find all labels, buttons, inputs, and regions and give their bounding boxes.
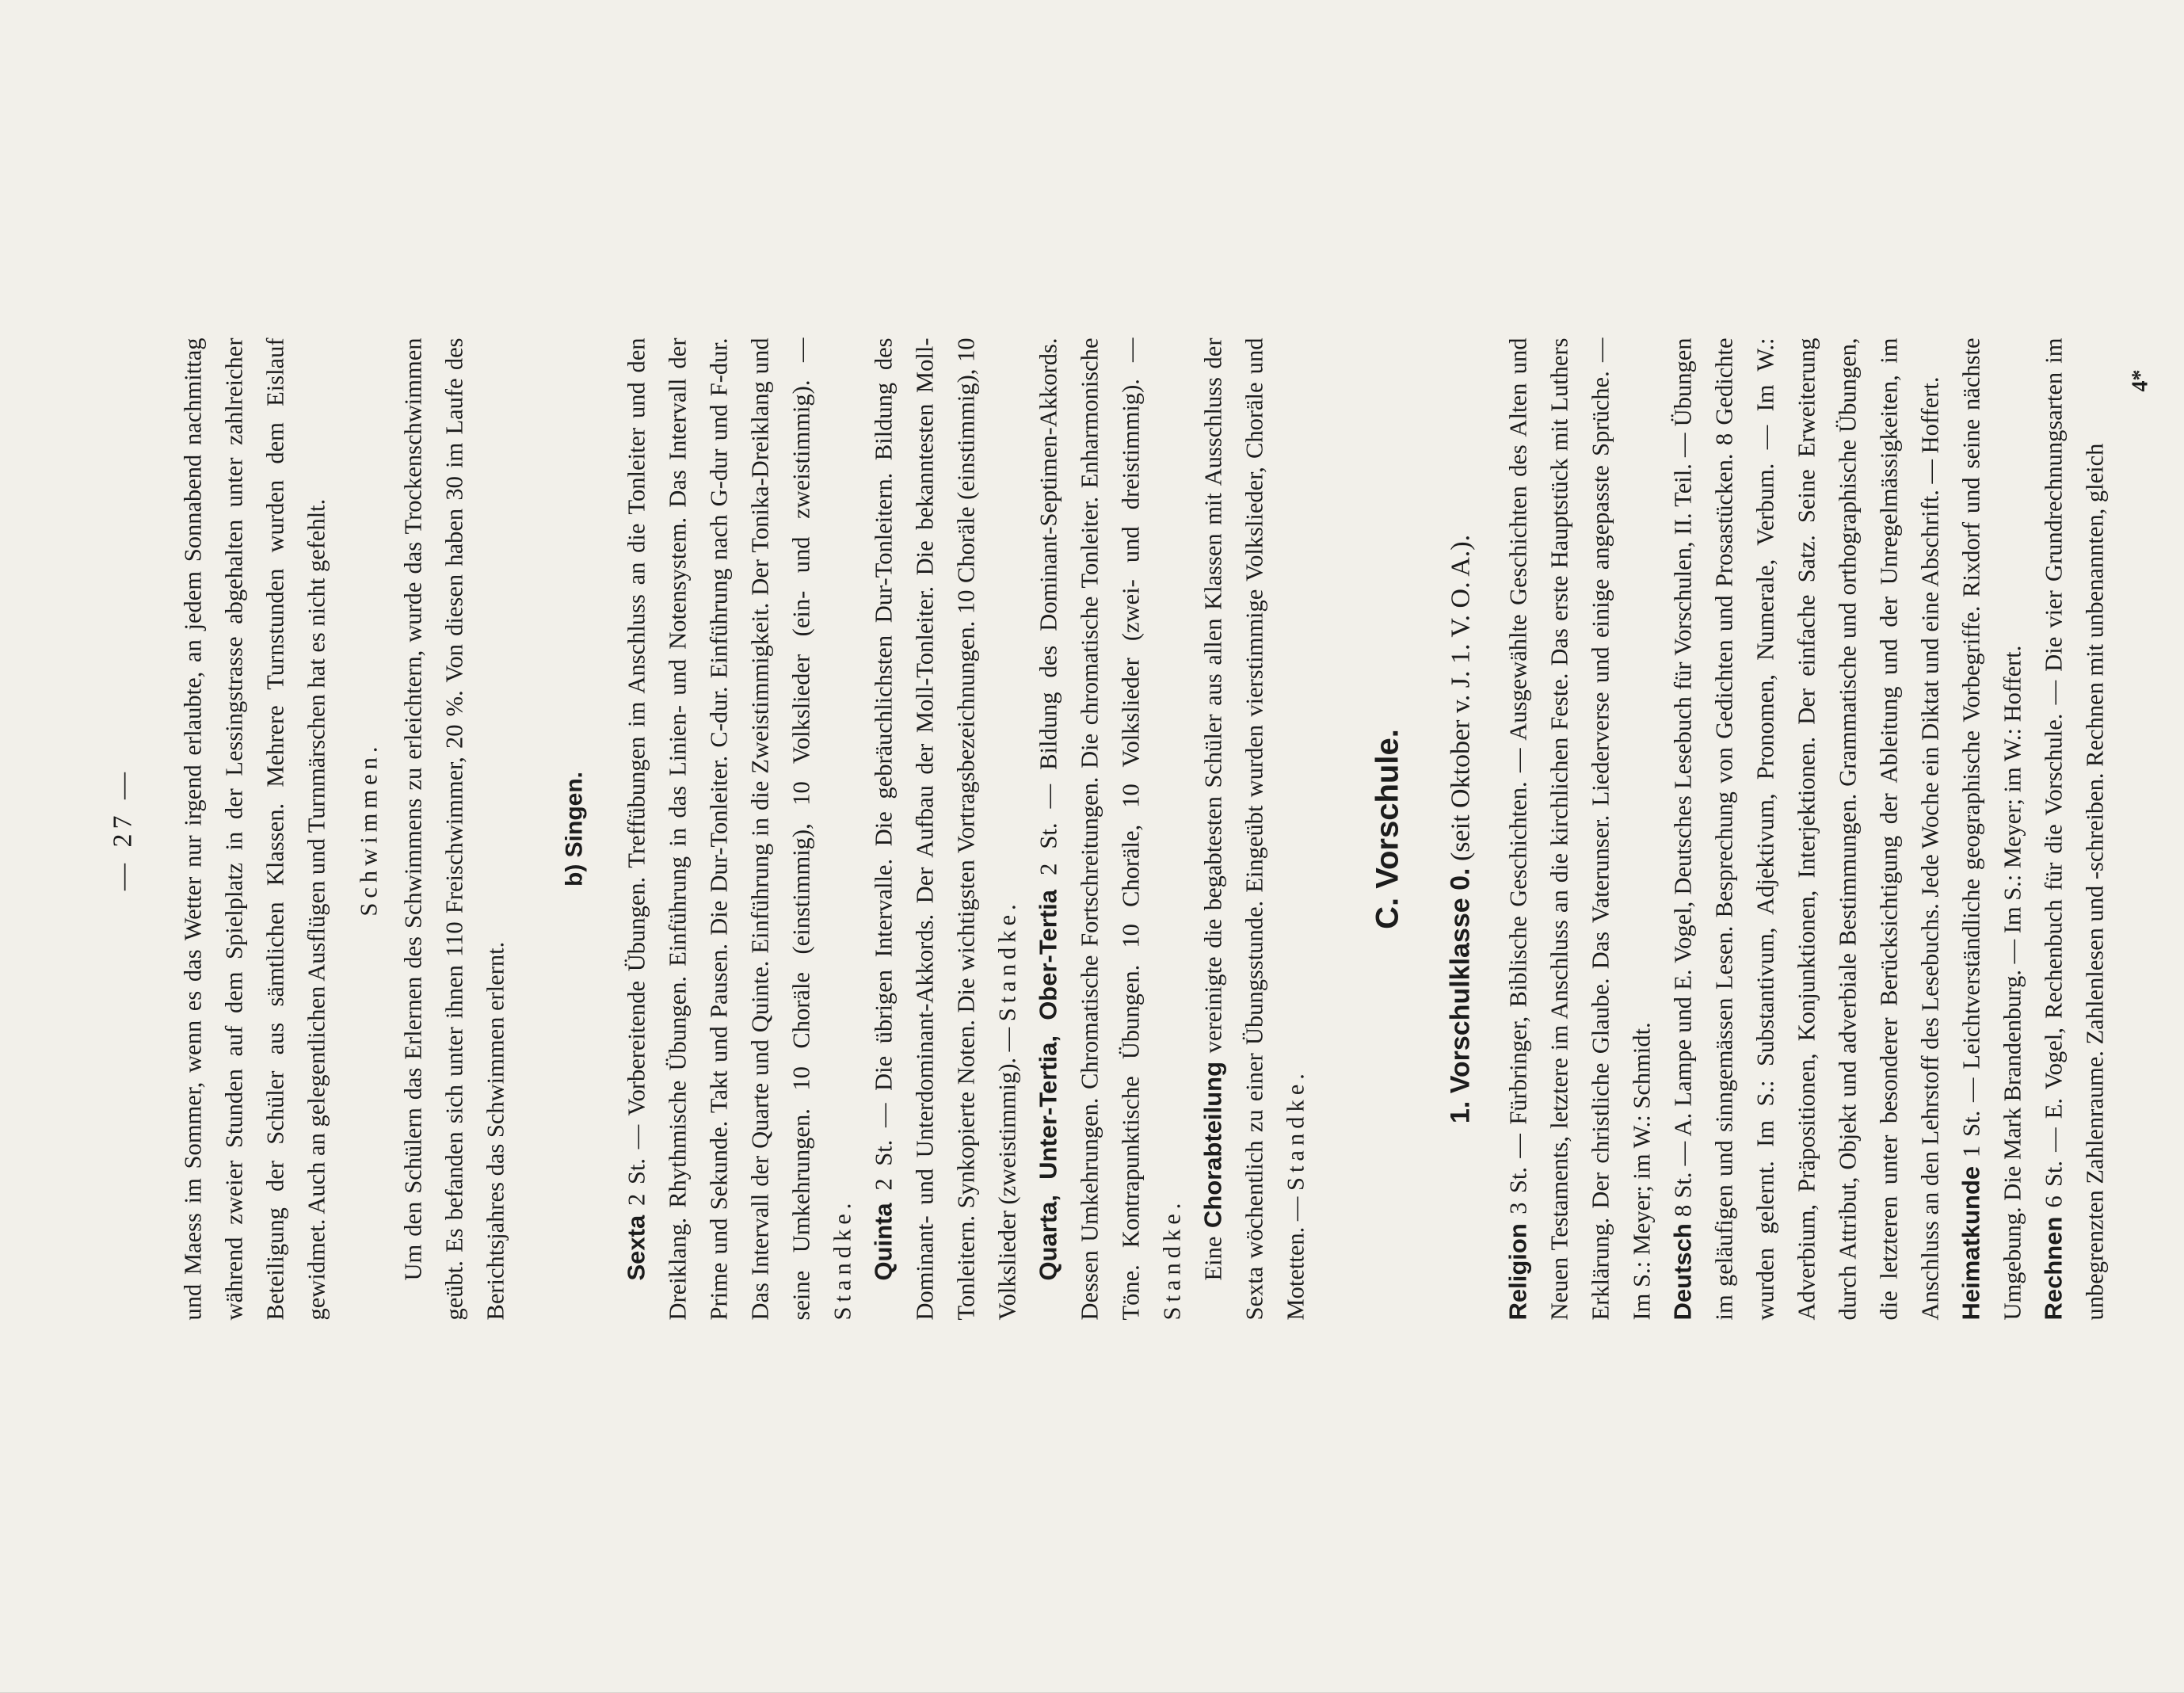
entry-text: 1 St. — Leichtverständliche geographische Vorbegriffe. Rixdorf und seine nächste Umgebung. Die Mark Brandenburg. — Im S.: Meyer; im W.: Hoffert. [1957, 337, 2026, 1321]
subject-label: Rechnen [2039, 1216, 2068, 1321]
class-note: (seit Oktober v. J. 1. V. O. A.). [1446, 534, 1476, 868]
teacher-name: Standke. [993, 899, 1021, 1022]
class-title: 1. Vorschulklasse 0. [1445, 867, 1476, 1124]
entry-text: 6 St. — E. Vogel, Rechenbuch für die Vorschule. — Die vier Grundrechnungsarten im unbegrenzten Zahlenraume. Zahlenlesen und -schreiben. Rechnen mit unbenannten, gleich [2040, 337, 2109, 1321]
subject-label: Sexta [622, 1214, 650, 1281]
page-signature: 4* [2128, 369, 2153, 392]
teacher-name: Standke. [1282, 1069, 1309, 1191]
entry-text: 2 St. — Bildung des Dominant-Septimen-Akkords. Dessen Umkehrungen. Chromatische Fortschreitungen. Die chromatische Tonleiter. Enharmonische Töne. Kontrapunktische Übungen. 10 Choräle, 10 Volkslieder (zwei- und dreistimmig). — [1035, 337, 1145, 1321]
entry-quarta-tertia [1028, 338, 1193, 1321]
entry-sexta [616, 338, 863, 1321]
paragraph-turnen: und Maess im Sommer, wenn es das Wetter nur irgend erlaubte, an jedem Sonnabend nachmittag während zweier Stunden auf dem Spielplatz in der Lessingstrasse abgehalten unter zahlreicher Beteiligung der Schüler aus sämtlichen Klassen. Mehrere Turnstunden wurden dem Eislauf gewidmet. Auch an gelegentlichen Ausflügen und Turnmärschen hat es nicht gefehlt. [179, 337, 330, 1321]
entry-rechnen [2033, 338, 2116, 1321]
entry-text: 2 St. — Vorbereitende Übungen. Treffübungen im Anschluss an die Tonleiter und den Dreiklang. Rhythmische Übungen. Einführung in das Linien- und Notensystem. Das Intervall der Prime und Sekunde. Takt und Pausen. Die Dur-Tonleiter. C-dur. Einführung nach G-dur und F-dur. Das Intervall der Quarte und Quinte. Einführung in die Zweistimmigkeit. Der Tonika-Dreiklang und seine Umkehrungen. 10 Choräle (einstimmig), 10 Volkslieder (ein- und zweistimmig). — [623, 337, 815, 1321]
entry-religion [1498, 338, 1663, 1321]
page-number: — 27 — [108, 768, 138, 890]
entry-deutsch [1663, 338, 1951, 1321]
heading-singen: b) Singen. [561, 772, 588, 887]
heading-schwimmen: Schwimmen. [355, 742, 383, 917]
class-heading [1440, 338, 1482, 1321]
subject-label: Religion [1504, 1223, 1532, 1321]
entry-heimatkunde [1951, 338, 2033, 1321]
page-content [103, 337, 2153, 1321]
subject-label: Quarta, Unter-Tertia, Ober-Tertia [1034, 890, 1062, 1281]
teacher-name: Standke. [829, 1198, 856, 1321]
subject-label: Heimatkunde [1957, 1165, 1985, 1321]
paragraph-schwimmen: Um den Schülern das Erlernen des Schwimmens zu erleichtern, wurde das Trockenschwimmen geübt. Es befanden sich unter ihnen 110 Freischwimmer, 20 %. Von diesen haben 30 im Laufe des Berichtsjahres das Schwimmen erlernt. [399, 337, 509, 1321]
rotated-document-page [0, 1, 2184, 1693]
entry-quinta [863, 338, 1028, 1321]
subject-label: Quinta [869, 1203, 898, 1281]
entry-chorabteilung [1193, 338, 1317, 1321]
subject-label: Deutsch [1668, 1223, 1697, 1321]
entry-text: vereinigte die begabtesten Schüler aus allen Klassen mit Ausschluss der Sexta wöchentlich zu einer Übungsstunde. Eingeübt wurden vierstimmige Volkslieder, Choräle und Motetten. — [1199, 337, 1309, 1321]
section-heading-vorschule: C. Vorschule. [1370, 729, 1405, 929]
entry-text: 3 St. — Fürbringer, Biblische Geschichten. — Ausgewählte Geschichten des Alten und Neuen Testaments, letztere im Anschluss an die kirchlichen Feste. Das erste Hauptstück mit Luthers Erklärung. Der christliche Glaube. Das Vaterunser. Liederverse und einige angepasste Sprüche. — Im S.: Meyer; im W.: Schmidt. [1504, 337, 1656, 1321]
entry-text: 2 St. — Die übrigen Intervalle. Die gebräuchlichsten Dur-Tonleitern. Bildung des Dominant- und Unterdominant-Akkords. Der Aufbau der Moll-Tonleiter. Die bekanntesten Moll-Tonleitern. Synkopierte Noten. Die wichtigsten Vortragsbezeichnungen. 10 Choräle (einstimmig), 10 Volkslieder (zweistimmig). — [870, 337, 1021, 1321]
entry-text: 8 St. — A. Lampe und E. Vogel, Deutsches Lesebuch für Vorschulen, II. Teil. — Übungen im geläufigen und sinngemässen Lesen. Besprechung von Gedichten und Prosastücken. 8 Gedichte wurden gelernt. Im S.: Substantivum, Adjektivum, Pronomen, Numerale, Verbum. — Im W.: Adverbium, Präpositionen, Konjunktionen, Interjektionen. Der einfache Satz. Seine Erweiterung durch Attribut, Objekt und adverbiale Bestimmungen. Grammatische und orthographische Übungen, die letzteren unter besonderer Berücksichtigung der Ableitung und der Unregelmässigkeiten, im Anschluss an den Lehrstoff des Lesebuchs. Jede Woche ein Diktat und eine Abschrift. — Hoffert. [1669, 337, 1944, 1321]
subject-label: Chorabteilung [1199, 1061, 1227, 1229]
entry-prefix: Eine [1199, 1228, 1227, 1281]
teacher-name: Standke. [1158, 1198, 1186, 1321]
